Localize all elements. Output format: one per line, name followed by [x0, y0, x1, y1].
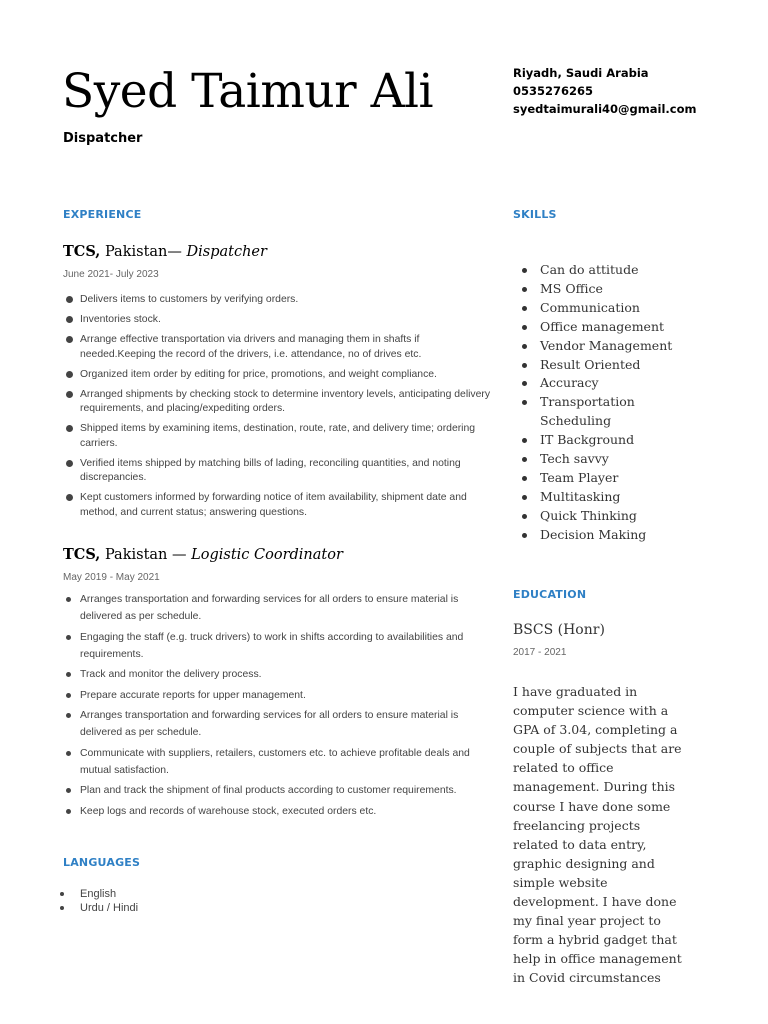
skills-list — [522, 261, 692, 545]
job-title-2 — [63, 546, 343, 563]
job-role: Dispatcher — [63, 131, 143, 146]
job-company-2: TCS, — [63, 546, 101, 563]
job-position-2: Logistic Coordinator — [191, 547, 343, 563]
list-item: Shipped items by examining items, destination, route, rate, and delivery time; ordering carriers. — [63, 422, 493, 451]
job-dates-1: June 2021- July 2023 — [63, 269, 159, 280]
experience-heading: EXPERIENCE — [63, 208, 142, 221]
list-item: Tech savvy — [522, 450, 692, 469]
list-item: Can do attitude — [522, 261, 692, 280]
contact-location: Riyadh, Saudi Arabia — [513, 66, 649, 80]
education-years: 2017 - 2021 — [513, 647, 567, 658]
list-item: Keep logs and records of warehouse stock, executed orders etc. — [63, 803, 493, 820]
job-company-1: TCS, — [63, 243, 101, 260]
list-item: Kept customers informed by forwarding notice of item availability, shipment date and method, and current status; answering questions. — [63, 491, 493, 520]
list-item: Track and monitor the delivery process. — [63, 666, 493, 683]
education-degree: BSCS (Honr) — [513, 622, 605, 638]
list-item: IT Background — [522, 431, 692, 450]
list-item: Communication — [522, 299, 692, 318]
list-item: Communicate with suppliers, retailers, customers etc. to achieve profitable deals and mutual satisfaction. — [63, 745, 493, 779]
list-item: Quick Thinking — [522, 507, 692, 526]
list-item: Urdu / Hindi — [58, 901, 138, 915]
job-position-1: Dispatcher — [186, 244, 267, 260]
list-item: Office management — [522, 318, 692, 337]
list-item: English — [58, 887, 138, 901]
list-item: Accuracy — [522, 374, 692, 393]
skills-heading: SKILLS — [513, 208, 557, 221]
list-item: Organized item order by editing for price, promotions, and weight compliance. — [63, 368, 493, 383]
list-item: Delivers items to customers by verifying orders. — [63, 293, 493, 308]
education-description: I have graduated in computer science with a GPA of 3.04, completing a couple of subjects that are related to office management. During this course I have done some freelancing projects related to data entry, graphic designing and simple website development. I have done my final year project to form a hybrid gadget that help in office management in Covid circumstances — [513, 684, 682, 986]
candidate-name: Syed Taimur Ali — [62, 64, 434, 119]
list-item: Team Player — [522, 469, 692, 488]
list-item: Arranges transportation and forwarding services for all orders to ensure material is delivered as per schedule. — [63, 707, 493, 741]
list-item: Inventories stock. — [63, 313, 493, 328]
list-item: Arranged shipments by checking stock to determine inventory levels, anticipating delivery requirements, and placing/expediting orders. — [63, 388, 493, 417]
job-bullets-1 — [63, 293, 493, 526]
languages-heading: LANGUAGES — [63, 856, 141, 869]
education-heading: EDUCATION — [513, 588, 587, 601]
list-item: Multitasking — [522, 488, 692, 507]
job-dates-2: May 2019 - May 2021 — [63, 572, 160, 583]
list-item: Verified items shipped by matching bills of lading, reconciling quantities, and noting discrepancies. — [63, 457, 493, 486]
list-item: Arranges transportation and forwarding services for all orders to ensure material is delivered as per schedule. — [63, 591, 493, 625]
languages-list — [58, 887, 138, 915]
list-item: Transportation Scheduling — [522, 393, 692, 431]
job-place-2: Pakistan — — [100, 547, 192, 563]
list-item: Prepare accurate reports for upper management. — [63, 687, 493, 704]
job-title-1 — [63, 243, 267, 260]
list-item: Engaging the staff (e.g. truck drivers) to work in shifts according to availabilities and requirements. — [63, 629, 493, 663]
list-item: Result Oriented — [522, 356, 692, 375]
list-item: Plan and track the shipment of final products according to customer requirements. — [63, 782, 493, 799]
contact-phone: 0535276265 — [513, 84, 594, 98]
list-item: Decision Making — [522, 526, 692, 545]
job-place-1: Pakistan— — [100, 244, 187, 260]
list-item: Vendor Management — [522, 337, 692, 356]
list-item: MS Office — [522, 280, 692, 299]
contact-block — [513, 64, 697, 118]
contact-email: syedtaimurali40@gmail.com — [513, 102, 697, 116]
job-bullets-2 — [63, 591, 493, 823]
list-item: Arrange effective transportation via drivers and managing them in shafts if needed.Keeping the record of the drivers, i.e. attendance, no of drives etc. — [63, 333, 493, 362]
